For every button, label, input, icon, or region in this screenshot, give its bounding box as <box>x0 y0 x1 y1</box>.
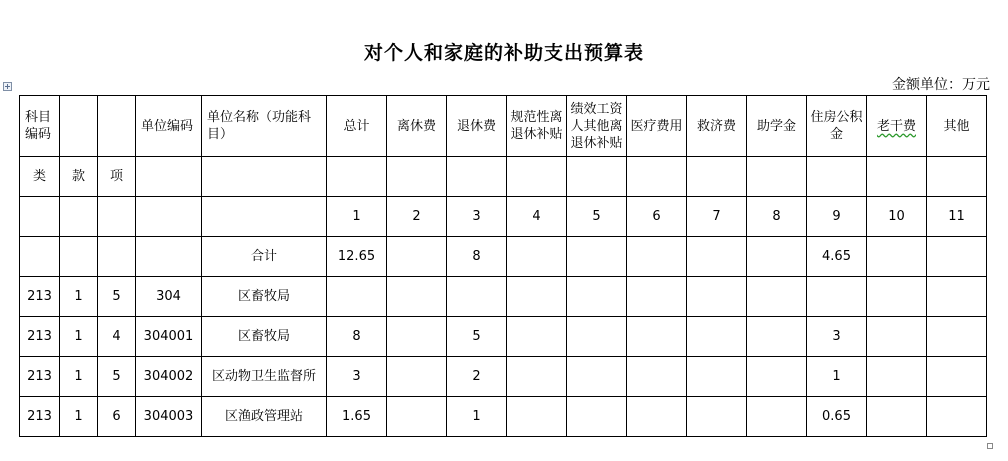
cell-lei: 213 <box>20 357 60 397</box>
table-cell <box>687 357 747 397</box>
table-cell <box>387 357 447 397</box>
column-number: 2 <box>387 197 447 237</box>
table-cell <box>507 317 567 357</box>
table-row <box>20 397 987 437</box>
column-number: 6 <box>627 197 687 237</box>
column-number: 9 <box>807 197 867 237</box>
column-number: 11 <box>927 197 987 237</box>
cell-lei: 213 <box>20 397 60 437</box>
header-col: 绩效工资人其他离退休补贴 <box>567 96 627 157</box>
sub-header-row <box>20 157 987 197</box>
table-cell <box>387 237 447 277</box>
cell-xiang: 4 <box>98 317 136 357</box>
page-title: 对个人和家庭的补助支出预算表 <box>363 42 644 64</box>
table-cell <box>867 357 927 397</box>
header-col: 离休费 <box>387 96 447 157</box>
table-cell <box>627 277 687 317</box>
table-cell <box>747 397 807 437</box>
cell-unit-name: 区畜牧局 <box>202 317 327 357</box>
cell-kuan: 1 <box>60 317 98 357</box>
table-cell <box>867 277 927 317</box>
table-cell <box>567 277 627 317</box>
table-cell <box>627 317 687 357</box>
header-col: 救济费 <box>687 96 747 157</box>
header-col-text: 老干费 <box>876 118 916 134</box>
header-unit-name: 单位名称（功能科目） <box>202 96 327 157</box>
table-cell <box>747 317 807 357</box>
header-empty <box>60 96 98 157</box>
header-lei: 类 <box>20 157 60 197</box>
cell-kuan: 1 <box>60 397 98 437</box>
table-cell <box>507 397 567 437</box>
column-number-row <box>20 197 987 237</box>
total-label: 合计 <box>202 237 327 277</box>
header-col: 总计 <box>327 96 387 157</box>
header-col: 住房公积金 <box>807 96 867 157</box>
cell-unit-code: 304003 <box>136 397 202 437</box>
header-col: 医疗费用 <box>627 96 687 157</box>
header-unit-code: 单位编码 <box>136 96 202 157</box>
header-col: 助学金 <box>747 96 807 157</box>
cell-xiang: 6 <box>98 397 136 437</box>
cell-xiang: 5 <box>98 357 136 397</box>
column-number: 5 <box>567 197 627 237</box>
table-cell: 3 <box>327 357 387 397</box>
column-number: 4 <box>507 197 567 237</box>
table-row <box>20 317 987 357</box>
header-col: 退休费 <box>447 96 507 157</box>
table-cell: 8 <box>447 237 507 277</box>
column-number: 8 <box>747 197 807 237</box>
table-move-handle-icon[interactable] <box>3 82 12 91</box>
table-cell: 1 <box>807 357 867 397</box>
header-subject-code: 科目编码 <box>20 96 60 157</box>
unit-label: 金额单位：万元 <box>892 77 990 93</box>
cell-unit-name: 区动物卫生监督所 <box>202 357 327 397</box>
table-resize-handle-icon[interactable] <box>987 443 993 449</box>
table-cell <box>447 277 507 317</box>
table-cell <box>627 357 687 397</box>
column-number: 1 <box>327 197 387 237</box>
table-cell <box>567 397 627 437</box>
table-cell: 3 <box>807 317 867 357</box>
header-col: 规范性离退休补贴 <box>507 96 567 157</box>
table-cell <box>687 317 747 357</box>
table-cell: 8 <box>327 317 387 357</box>
table-cell <box>747 277 807 317</box>
table-cell <box>507 237 567 277</box>
budget-table <box>19 95 987 437</box>
total-row <box>20 237 987 277</box>
table-cell <box>567 357 627 397</box>
table-cell: 1 <box>447 397 507 437</box>
column-number: 10 <box>867 197 927 237</box>
table-cell: 2 <box>447 357 507 397</box>
table-cell <box>507 277 567 317</box>
table-cell <box>687 397 747 437</box>
table-cell <box>927 357 987 397</box>
table-cell <box>927 397 987 437</box>
table-cell <box>927 317 987 357</box>
table-cell: 5 <box>447 317 507 357</box>
table-cell <box>687 237 747 277</box>
table-cell <box>387 277 447 317</box>
column-number: 7 <box>687 197 747 237</box>
table-cell <box>387 317 447 357</box>
table-cell: 12.65 <box>327 237 387 277</box>
cell-unit-code: 304 <box>136 277 202 317</box>
header-kuan: 款 <box>60 157 98 197</box>
cell-unit-code: 304002 <box>136 357 202 397</box>
table-cell <box>507 357 567 397</box>
table-cell <box>867 317 927 357</box>
table-cell: 1.65 <box>327 397 387 437</box>
cell-kuan: 1 <box>60 277 98 317</box>
header-col <box>867 96 927 157</box>
cell-lei: 213 <box>20 317 60 357</box>
table-cell <box>927 277 987 317</box>
cell-unit-name: 区畜牧局 <box>202 277 327 317</box>
cell-kuan: 1 <box>60 357 98 397</box>
table-cell <box>867 237 927 277</box>
column-number: 3 <box>447 197 507 237</box>
table-cell <box>627 397 687 437</box>
table-cell <box>567 237 627 277</box>
table-cell <box>867 397 927 437</box>
table-cell <box>687 277 747 317</box>
table-cell <box>747 237 807 277</box>
table-cell: 0.65 <box>807 397 867 437</box>
table-cell <box>807 277 867 317</box>
table-cell <box>747 357 807 397</box>
table-cell: 4.65 <box>807 237 867 277</box>
table-cell <box>567 317 627 357</box>
table-cell <box>927 237 987 277</box>
cell-lei: 213 <box>20 277 60 317</box>
header-col: 其他 <box>927 96 987 157</box>
table-cell <box>627 237 687 277</box>
header-xiang: 项 <box>98 157 136 197</box>
table-row <box>20 277 987 317</box>
table-cell <box>327 277 387 317</box>
header-empty <box>98 96 136 157</box>
table-row <box>20 357 987 397</box>
cell-xiang: 5 <box>98 277 136 317</box>
table-cell <box>387 397 447 437</box>
cell-unit-code: 304001 <box>136 317 202 357</box>
header-row <box>20 96 987 157</box>
cell-unit-name: 区渔政管理站 <box>202 397 327 437</box>
